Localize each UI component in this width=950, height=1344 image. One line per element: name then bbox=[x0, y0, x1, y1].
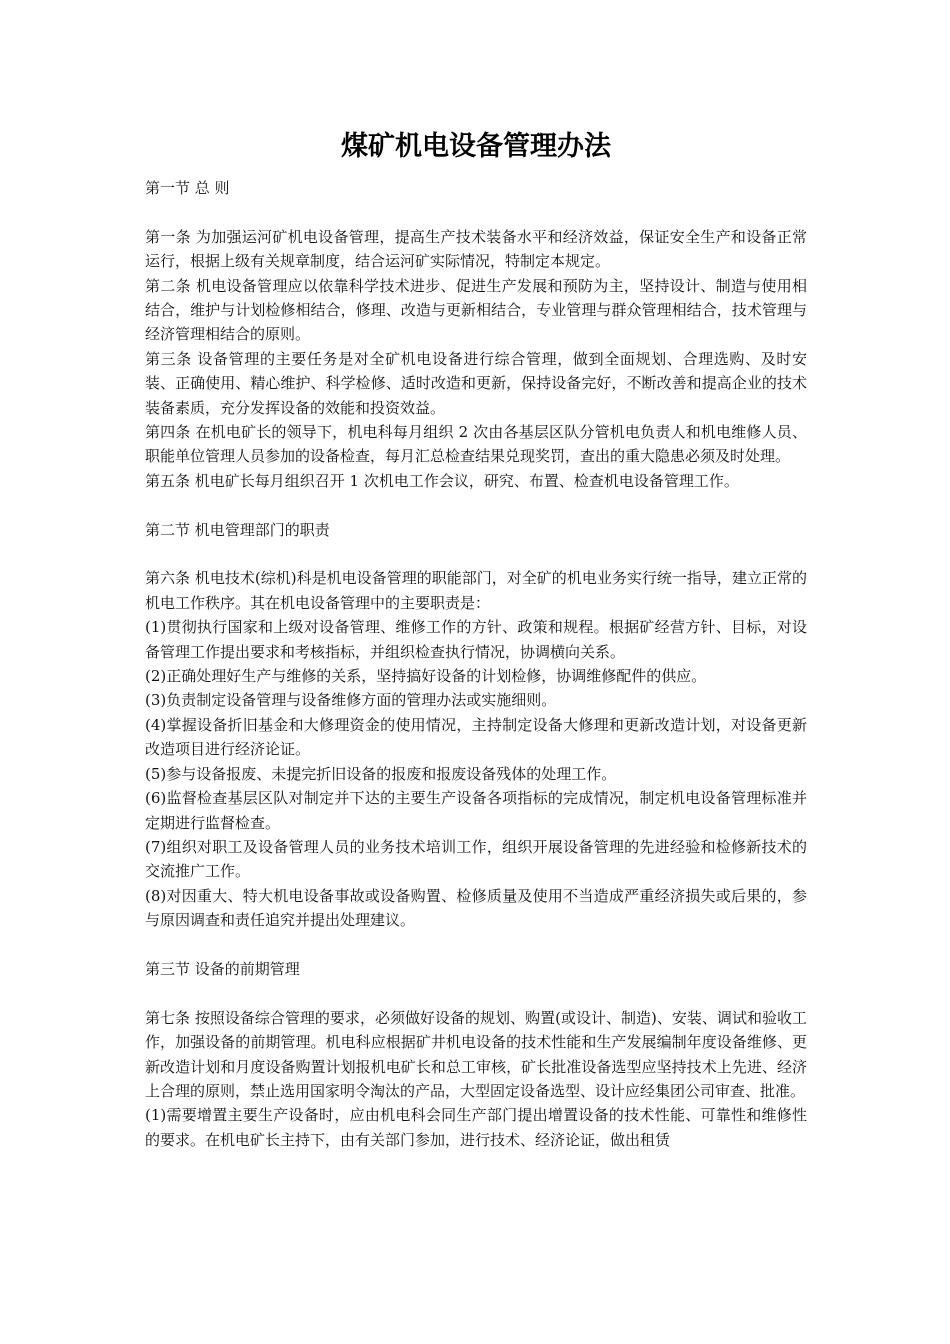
list-item: (1)需要增置主要生产设备时，应由机电科会同生产部门提出增置设备的技术性能、可靠性和维修性的要求。在机电矿长主持下，由有关部门参加，进行技术、经济论证，做出租赁 bbox=[145, 1106, 807, 1149]
blank-line bbox=[145, 981, 807, 1005]
list-item: (5)参与设备报废、未提完折旧设备的报废和报废设备残体的处理工作。 bbox=[145, 764, 617, 783]
paragraph: 第六条 机电技术(综机)科是机电设备管理的职能部门，对全矿的机电业务实行统一指导，建立正常的机电工作秩序。其在机电设备管理中的主要职责是： bbox=[145, 569, 807, 612]
list-item: (4)掌握设备折旧基金和大修理资金的使用情况，主持制定设备大修理和更新改造计划，对设备更新改造项目进行经济论证。 bbox=[145, 715, 807, 759]
section-heading: 第一节 总 则 bbox=[145, 179, 230, 197]
blank-line bbox=[145, 200, 807, 224]
document-body bbox=[145, 128, 807, 1152]
blank-line bbox=[145, 933, 807, 957]
paragraph: 第三条 设备管理的主要任务是对全矿机电设备进行综合管理，做到全面规划、合理选购、及时安装、正确使用、精心维护、科学检修、适时改造和更新，保持设备完好，不断改善和提高企业的技术装备素质，充分发挥设备的效能和投资效益。 bbox=[145, 349, 807, 417]
document-title: 煤矿机电设备管理办法 bbox=[341, 131, 611, 162]
list-item: (7)组织对职工及设备管理人员的业务技术培训工作，组织开展设备管理的先进经验和检修新技术的交流推广工作。 bbox=[145, 837, 807, 881]
list-item: (3)负责制定设备管理与设备维修方面的管理办法或实施细则。 bbox=[145, 691, 557, 710]
blank-line bbox=[145, 542, 807, 566]
paragraph: 第五条 机电矿长每月组织召开 1 次机电工作会议，研究、布置、检查机电设备管理工作。 bbox=[145, 471, 739, 490]
paragraph: 第七条 按照设备综合管理的要求，必须做好设备的规划、购置(或设计、制造)、安装、调试和验收工作，加强设备的前期管理。机电科应根据矿井机电设备的技术性能和生产发展编制年度设备维修、更新改造计划和月度设备购置计划报机电矿长和总工审核，矿长批准设备选型应坚持技术上先进、经济上合理的原则，禁止选用国家明令淘汰的产品，大型固定设备选型、设计应经集团公司审查、批准。 bbox=[145, 1008, 807, 1100]
list-item: (1)贯彻执行国家和上级对设备管理、维修工作的方针、政策和规程。根据矿经营方针、目标，对设备管理工作提出要求和考核指标，并组织检查执行情况，协调横向关系。 bbox=[145, 618, 807, 661]
paragraph: 第二条 机电设备管理应以依靠科学技术进步、促进生产发展和预防为主，坚持设计、制造与使用相结合，维护与计划检修相结合，修理、改造与更新相结合，专业管理与群众管理相结合，技术管理与经济管理相结合的原则。 bbox=[145, 276, 807, 344]
paragraph: 第四条 在机电矿长的领导下，机电科每月组织 2 次由各基层区队分管机电负责人和机电维修人员、职能单位管理人员参加的设备检查，每月汇总检查结果兑现奖罚，查出的重大隐患必须及时处理。 bbox=[145, 423, 807, 466]
paragraph: 第一条 为加强运河矿机电设备管理，提高生产技术装备水平和经济效益，保证安全生产和设备正常运行，根据上级有关规章制度，结合运河矿实际情况，特制定本规定。 bbox=[145, 227, 807, 271]
section-heading: 第三节 设备的前期管理 bbox=[145, 959, 300, 978]
list-item: (6)监督检查基层区队对制定并下达的主要生产设备各项指标的完成情况，制定机电设备管理标准并定期进行监督检查。 bbox=[145, 789, 807, 832]
list-item: (8)对因重大、特大机电设备事故或设备购置、检修质量及使用不当造成严重经济损失或后果的，参与原因调查和责任追究并提出处理建议。 bbox=[145, 886, 807, 930]
section-heading: 第二节 机电管理部门的职责 bbox=[145, 520, 330, 539]
blank-line bbox=[145, 493, 807, 517]
list-item: (2)正确处理好生产与维修的关系，坚持搞好设备的计划检修，协调维修配件的供应。 bbox=[145, 667, 707, 686]
